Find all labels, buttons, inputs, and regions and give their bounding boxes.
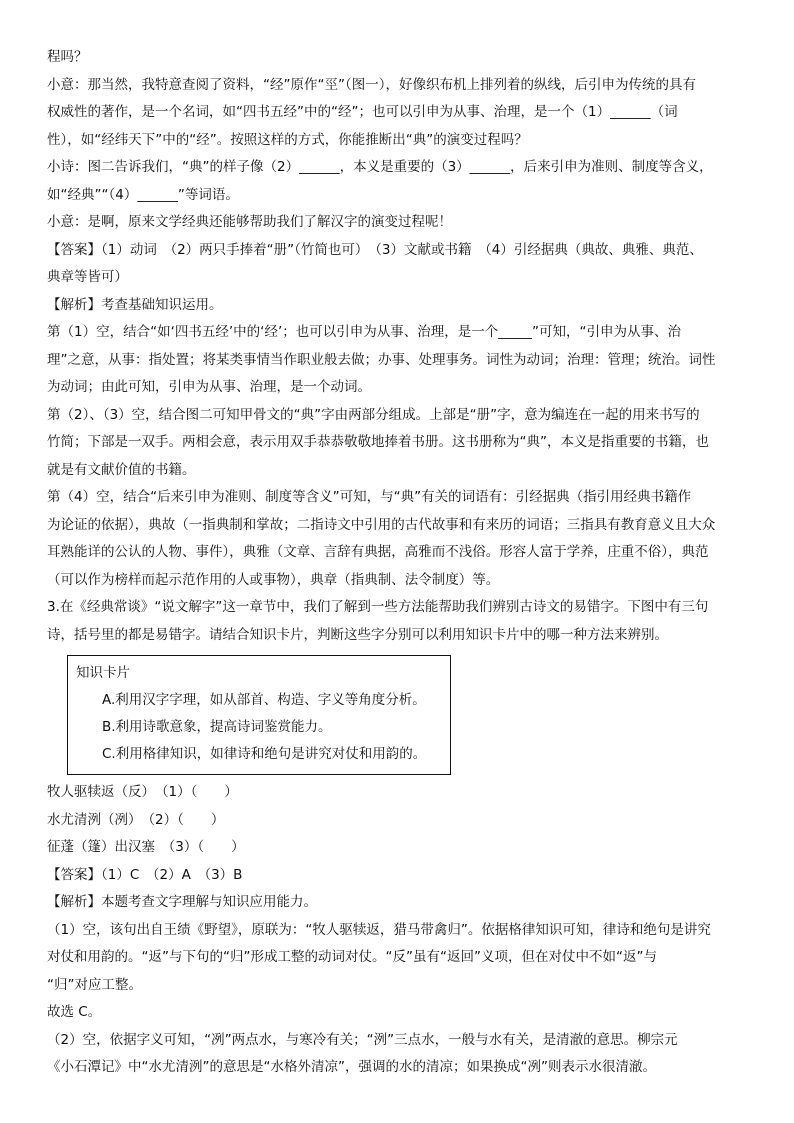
text-line: 故选 C。 [47,1004,102,1020]
document-page [47,44,753,1082]
poem-line: 征蓬（篷）出汉塞 （3）（ ） [47,839,245,855]
text-block-1 [47,44,753,649]
text-line: 第（1）空，结合“如‘四书五经’中的‘经’；也可以引申为从事、治理，是一个_____”可知，“引申为从事、治 [47,324,681,340]
answer-line: 【答案】（1）C （2）A （3）B [47,866,243,883]
text-line: 耳熟能详的公认的人物、事件），典雅（文章、言辞有典据，高雅而不浅俗。形容人富于学养，庄重不俗），典范 [47,544,709,560]
text-line: 为动词；由此可知，引申为从事、治理，是一个动词。 [47,379,371,395]
knowledge-card-option-a: A.利用汉字字理，如从部首、构造、字义等角度分析。 [102,692,426,708]
poem-line: 水尤清洌（冽） （2）（ ） [47,811,225,828]
knowledge-card-option-b: B.利用诗歌意象，提高诗词鉴赏能力。 [102,719,332,735]
text-line: 第（2）、（3）空，结合图二可知甲骨文的“典”字由两部分组成。上部是“册”字，意为编连在一起的用来书写的 [47,406,700,423]
text-line: 小意：是啊，原来文学经典还能够帮助我们了解汉字的演变过程呢！ [47,214,452,230]
analysis-line: 【解析】本题考查文字理解与知识应用能力。 [47,894,317,910]
text-line: （1）空，该句出自王绩《野望》，原联为：“牧人驱犊返，猎马带禽归”。依据格律知识可知，律诗和绝句是讲究 [47,921,711,938]
knowledge-card [67,655,451,775]
text-line: 程吗？ [47,49,88,65]
text-line: 对仗和用韵的。“返”与下句的“归”形成工整的动词对仗。“反”虽有“返回”义项，但在对仗中不如“返”与 [47,949,657,965]
text-line: 典章等皆可） [47,269,128,285]
text-line: “归”对应工整。 [47,976,142,993]
text-line: （2）空，依据字义可知，“冽”两点水，与寒冷有关；“洌”三点水，一般与水有关，是清澈的意思。柳宗元 [47,1031,678,1048]
text-line: 理”之意，从事：指处置；将某类事情当作职业般去做；办事、处理事务。词性为动词；治理：管理；统治。词性 [47,351,716,368]
text-block-2 [47,779,753,1082]
knowledge-card-option-c: C.利用格律知识，如律诗和绝句是讲究对仗和用韵的。 [102,746,427,762]
text-line: 性），如“经纬天下”中的“经”。按照这样的方式，你能推断出“典”的演变过程吗？ [47,131,528,148]
knowledge-card-title: 知识卡片 [76,665,130,681]
text-line: 《小石潭记》中“水尤清洌”的意思是“水格外清凉”，强调的水的清凉；如果换成“冽”则表示水很清澈。 [47,1059,656,1075]
text-line: 权威性的著作，是一个名词，如“四书五经”中的“经”；也可以引申为从事、治理，是一个（1）______（词 [47,104,678,120]
text-line: 第（4）空，结合“后来引申为准则、制度等含义”可知，与“典”有关的词语有：引经据典（指引用经典书籍作 [47,489,692,505]
text-line: 竹简；下部是一双手。两相会意，表示用双手恭恭敬敬地捧着书册。这书册称为“典”，本义是指重要的书籍，也 [47,434,709,450]
text-line: 如“经典”“（4）______”等词语。 [47,186,239,203]
text-line: 为论证的依据），典故（一指典制和掌故；二指诗文中引用的古代故事和有来历的词语；三指具有教育意义且大众 [47,516,716,533]
text-line: （可以作为榜样而起示范作用的人或事物），典章（指典制、法令制度）等。 [47,571,500,588]
question-line: 诗，括号里的都是易错字。请结合知识卡片，判断这些字分别可以利用知识卡片中的哪一种方法来辨别。 [47,626,668,643]
question-line: 3.在《经典常谈》“说文解字”这一章节中，我们了解到一些方法能帮助我们辨别古诗文的易错字。下图中有三句 [47,599,709,615]
poem-line: 牧人驱犊返（反） （1）（ ） [47,784,238,800]
text-line: 小诗：图二告诉我们，“典”的样子像（2）______，本义是重要的（3）______，后来引申为准则、制度等含义， [47,159,713,175]
text-line: 小意：那当然，我特意查阅了资料，“经”原作“巠”（图一），好像织布机上排列着的纵线，后引申为传统的具有 [47,76,696,93]
analysis-line: 【解析】考查基础知识运用。 [47,296,223,313]
text-line: 就是有文献价值的书籍。 [47,461,196,478]
answer-line: 【答案】（1）动词 （2）两只手捧着“册”（竹简也可） （3）文献或书籍 （4）引经据典（典故、典雅、典范、 [47,241,703,258]
